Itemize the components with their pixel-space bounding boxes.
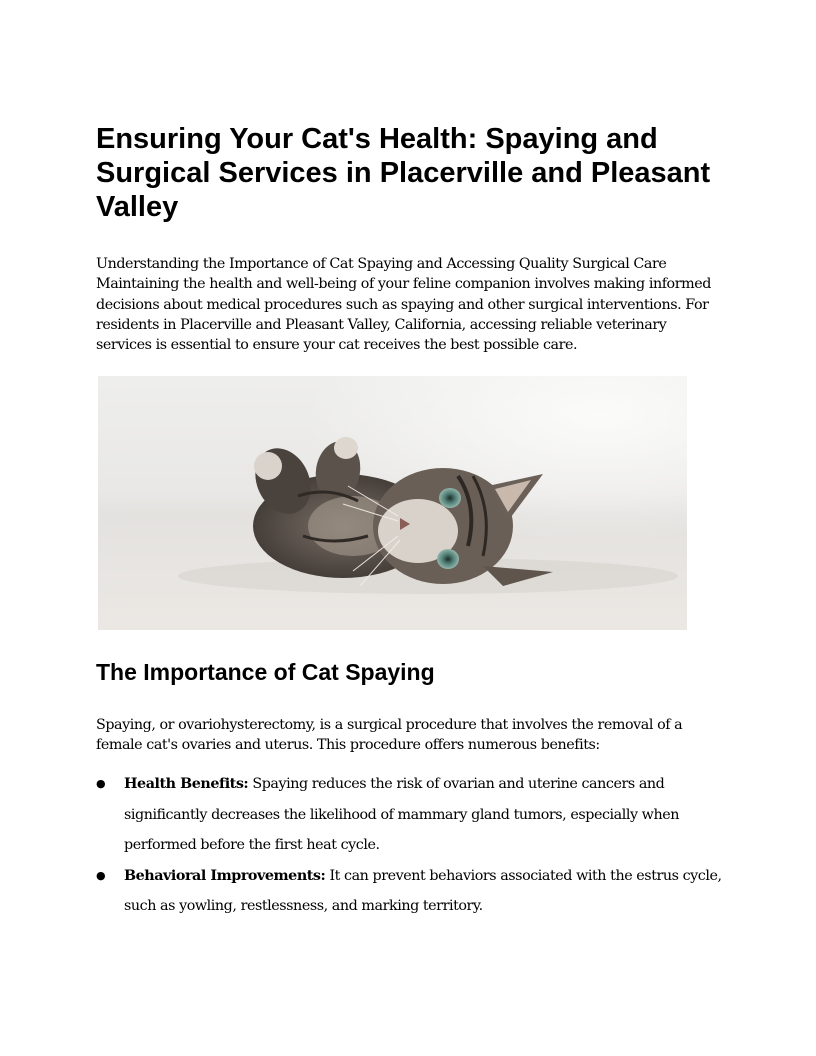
cat-photo [98, 376, 687, 630]
cat-lying-on-back-illustration [98, 376, 687, 630]
benefits-list [96, 769, 726, 922]
intro-body: Maintaining the health and well-being of your feline companion involves making informed decisions about medical procedures such as spaying and other surgical interventions. For residents in Placerville and Pleasant Valley, California, accessing reliable veterinary services is essential to ensure your cat receives the best possible care. [96, 276, 711, 354]
benefit-label: Health Benefits: [124, 776, 249, 792]
bullet-icon: ● [96, 777, 106, 790]
bullet-icon: ● [96, 868, 106, 882]
benefit-label: Behavioral Improvements: [124, 867, 326, 884]
benefit-text: Spaying reduces the risk of ovarian and uterine cancers and significantly decreases the likelihood of mammary gland tumors, especially when performed before the first heat cycle. [124, 776, 679, 853]
list-item [96, 861, 726, 922]
page-title: Ensuring Your Cat's Health: Spaying and Surgical Services in Placerville and Pleasant Valley [96, 123, 711, 223]
intro-subtitle: Understanding the Importance of Cat Spaying and Accessing Quality Surgical Care [96, 256, 667, 272]
section-heading: The Importance of Cat Spaying [96, 659, 435, 685]
section-intro-paragraph: Spaying, or ovariohysterectomy, is a surgical procedure that involves the removal of a female cat's ovaries and uterus. This procedure offers numerous benefits: [96, 717, 683, 754]
benefit-text: It can prevent behaviors associated with the estrus cycle, such as yowling, restlessness, and marking territory. [124, 867, 722, 914]
intro-paragraph [96, 254, 721, 355]
list-item [96, 769, 726, 861]
